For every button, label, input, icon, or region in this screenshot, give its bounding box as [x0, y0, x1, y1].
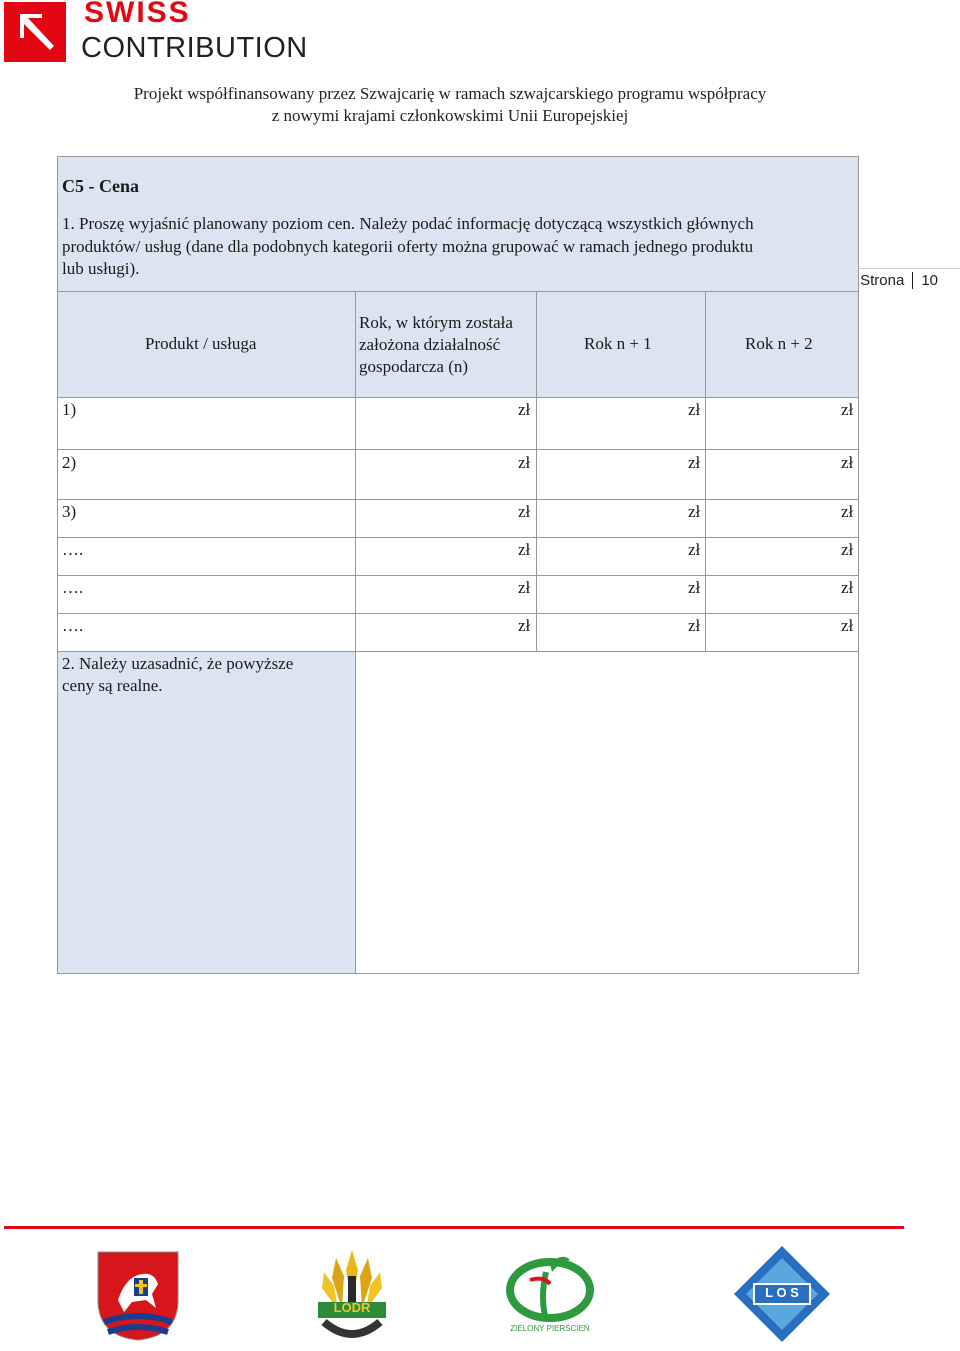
price-n1[interactable]: zł — [688, 540, 701, 559]
column-year-n-line-3: gospodarcza (n) — [359, 357, 469, 376]
price-n2[interactable]: zł — [841, 616, 854, 635]
price-n[interactable]: zł — [518, 578, 531, 597]
question-2-cell — [58, 652, 355, 973]
footer-rule — [4, 1226, 904, 1229]
column-year-n1: Rok n + 1 — [584, 334, 652, 353]
price-n2[interactable]: zł — [841, 578, 854, 597]
question-1-line-3: lub usługi). — [62, 259, 140, 278]
column-year-n-line-1: Rok, w którym została — [359, 313, 513, 332]
price-n[interactable]: zł — [518, 400, 531, 419]
question-1-line-1: 1. Proszę wyjaśnić planowany poziom cen. Należy podać informację dotyczącą wszystkich głównych — [62, 214, 754, 233]
coat-of-arms-icon — [96, 1250, 180, 1347]
price-n1[interactable]: zł — [688, 616, 701, 635]
section-title: C5 - Cena — [62, 176, 139, 196]
price-form — [57, 156, 859, 974]
row-label: …. — [62, 540, 84, 559]
row-label: 2) — [62, 453, 77, 472]
answer-2-field[interactable] — [356, 652, 858, 973]
column-product: Produkt / usługa — [145, 334, 257, 353]
price-n2[interactable]: zł — [841, 502, 854, 521]
header-line-2: z nowymi krajami członkowskimi Unii Europejskiej — [271, 106, 629, 125]
lodr-logo — [312, 1246, 392, 1351]
column-year-n-line-2: założona działalność — [359, 335, 501, 354]
los-label: L O S — [765, 1285, 799, 1300]
page-label-rule — [858, 268, 960, 269]
brand-swiss: SWISS — [84, 0, 191, 29]
zielony-pierscien-label: ZIELONY PIERŚCIEŃ — [510, 1324, 590, 1333]
price-n2[interactable]: zł — [841, 540, 854, 559]
price-n1[interactable]: zł — [688, 400, 701, 419]
price-n[interactable]: zł — [518, 453, 531, 472]
question-2-line-1: 2. Należy uzasadnić, że powyższe — [62, 654, 294, 673]
row-label: 1) — [62, 400, 77, 419]
lodr-label: LODR — [333, 1300, 371, 1315]
price-n2[interactable]: zł — [841, 453, 854, 472]
page-label-text: Strona — [860, 272, 905, 289]
price-n[interactable]: zł — [518, 540, 531, 559]
zielony-pierscien-logo — [500, 1250, 600, 1331]
page-number-value: 10 — [921, 272, 938, 289]
price-n[interactable]: zł — [518, 616, 531, 635]
row-label: 3) — [62, 502, 77, 521]
column-year-n2: Rok n + 2 — [745, 334, 813, 353]
price-n1[interactable]: zł — [688, 502, 701, 521]
question-1-line-2: produktów/ usług (dane dla podobnych kategorii oferty można grupować w ramach jednego produktu — [62, 237, 754, 256]
page-number — [860, 272, 938, 289]
los-logo — [732, 1244, 832, 1349]
row-label: …. — [62, 616, 84, 635]
price-n1[interactable]: zł — [688, 453, 701, 472]
price-n2[interactable]: zł — [841, 400, 854, 419]
header-line-1: Projekt współfinansowany przez Szwajcarię w ramach szwajcarskiego programu współpracy — [133, 84, 767, 103]
question-2-line-2: ceny są realne. — [62, 676, 163, 695]
row-label: …. — [62, 578, 84, 597]
swiss-flag-icon — [4, 2, 66, 62]
price-n1[interactable]: zł — [688, 578, 701, 597]
brand-contribution: CONTRIBUTION — [81, 32, 308, 64]
price-n[interactable]: zł — [518, 502, 531, 521]
